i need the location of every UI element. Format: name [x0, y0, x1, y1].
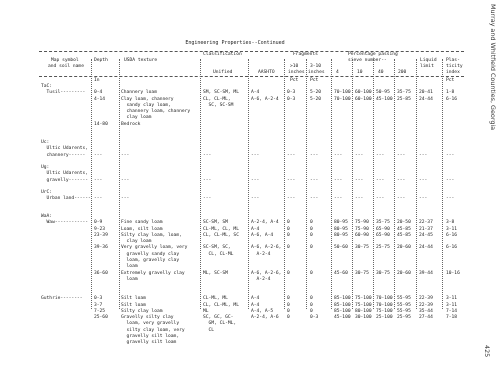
- cell-ll: ---: [419, 177, 428, 183]
- cell-map: UrC: Urban land------: [41, 190, 91, 202]
- header-rule-top: [39, 51, 464, 52]
- cell-ll: 20-41 24-44: [419, 90, 433, 102]
- cell-p40: 50-95 45-100: [376, 90, 393, 102]
- cell-p4: ---: [334, 196, 343, 202]
- table-row: [0, 214, 470, 282]
- cell-ll: 22-39 22-39 35-44 27-44: [419, 296, 433, 321]
- unit-in: In: [94, 78, 100, 83]
- cell-f2: 0 0 0 0 0: [310, 220, 313, 276]
- cell-f1: 0 0 0 0 0: [287, 220, 290, 276]
- cell-depth: ---: [94, 177, 103, 183]
- cell-aashto: ---: [251, 196, 260, 202]
- table-row: [0, 84, 470, 127]
- hdr-frag-gt10: >10: [290, 64, 299, 69]
- hdr-plas: Plas-: [446, 58, 460, 63]
- cell-p40: 70-100 70-100 75-100 25-100: [376, 296, 393, 321]
- cell-depth: ---: [94, 152, 103, 158]
- cell-f1: ---: [287, 177, 296, 183]
- hdr-inches-2: inches: [308, 70, 325, 75]
- cell-p200: ---: [397, 177, 406, 183]
- cell-p40: ---: [376, 177, 385, 183]
- cell-f2: ---: [310, 177, 319, 183]
- cell-p200: 35-75 25-85: [397, 90, 411, 102]
- hdr-fragments: Fragments: [293, 52, 318, 57]
- cell-p10: 75-100 75-100 80-100 30-100: [355, 296, 372, 321]
- cell-depth: 0-9 9-23 23-39 39-36 36-60: [94, 220, 108, 276]
- hdr-sieve-number: sieve number--: [348, 58, 387, 63]
- cell-aashto: ---: [251, 152, 260, 158]
- hdr-soil-name: and soil name: [48, 64, 84, 69]
- cell-unified: SC-SM, SM CL-ML, CL, ML CL, CL-ML, SC SC-SM, SC, CL, CL-ML ML, SC-SM: [203, 220, 239, 276]
- cell-unified: ---: [203, 177, 212, 183]
- cell-map: Uc: Ultic Udarents, channery------: [41, 140, 89, 158]
- cell-f1: ---: [287, 152, 296, 158]
- cell-depth: ---: [94, 196, 103, 202]
- cell-unified: SM, SC-SM, ML CL, CL-ML, SC, SC-SM: [203, 90, 239, 108]
- cell-usda: Channery loam Clay loam, channery sandy clay loam, channery loam, channery clay loam Bedrock: [121, 90, 191, 127]
- page-number: 425: [483, 345, 491, 358]
- cell-p4: 80-95 80-95 80-95 50-60 45-60: [334, 220, 348, 276]
- cell-p200: ---: [397, 196, 406, 202]
- header-rule-bottom: [39, 76, 464, 77]
- cell-f1: 0-3 0-3: [287, 90, 296, 102]
- hdr-aashto: AASHTO: [258, 70, 275, 75]
- hdr-sieve-10: 10: [357, 70, 363, 75]
- cell-depth: 0-3 3-7 7-25 25-60: [94, 296, 108, 321]
- unit-pct-3: Pct: [446, 78, 455, 83]
- hdr-index: index: [446, 70, 460, 75]
- running-header: Murray and Whitfield Counties, Georgia: [489, 4, 497, 131]
- hdr-classification: Classification: [203, 52, 242, 57]
- cell-p10: ---: [355, 177, 364, 183]
- cell-p10: 75-90 75-90 60-90 30-75 30-75: [355, 220, 369, 276]
- cell-p10: ---: [355, 152, 364, 158]
- cell-f1: ---: [287, 196, 296, 202]
- cell-unified: ---: [203, 152, 212, 158]
- cell-usda: Fine sandy loam Loam, silt loam Silty clay loam, loam, clay loam Very gravelly loam, very gravelly sandy clay loam, gravelly clay loam Extremely gravelly clay loam: [121, 220, 188, 282]
- hdr-frag-3-10: 3-10: [310, 64, 322, 69]
- cell-f1: 0 0 0 0: [287, 296, 290, 321]
- cell-pi: 1-8 6-16: [446, 90, 458, 102]
- cell-map: Ug: Ultic Udarents, gravelly-------: [41, 165, 89, 183]
- cell-p10: ---: [355, 196, 364, 202]
- cell-map: Guthrie--------: [41, 296, 83, 302]
- cell-pi: ---: [446, 152, 455, 158]
- cell-f2: ---: [310, 196, 319, 202]
- hdr-sieve-40: 40: [378, 70, 384, 75]
- hdr-usda-texture: USDA texture: [124, 58, 158, 63]
- hdr-map-symbol: Map symbol: [51, 58, 79, 63]
- cell-p40: ---: [376, 196, 385, 202]
- hdr-unified: Unified: [213, 70, 233, 75]
- cell-p200: 55-95 55-95 55-95 25-95: [397, 296, 411, 321]
- cell-unified: ---: [203, 196, 212, 202]
- cell-usda: ---: [121, 196, 130, 202]
- cell-aashto: A-4 A-6, A-2-4: [251, 90, 279, 102]
- cell-aashto: ---: [251, 177, 260, 183]
- unit-pct-1: Pct: [290, 78, 299, 83]
- hdr-depth: Depth: [94, 58, 108, 63]
- cell-p4: 85-100 85-100 85-100 45-100: [334, 296, 351, 321]
- cell-p4: 70-100 70-100: [334, 90, 351, 102]
- hdr-percentage-passing: Percentage passing: [348, 52, 398, 57]
- hdr-ticity: ticity: [446, 64, 463, 69]
- cell-usda: Silt loam Silt loam Silty clay loam Gravelly silty clay loam, very gravelly silty clay loam, very gravelly silt loam, gravelly silt loam: [121, 296, 185, 346]
- unit-pct-2: Pct: [310, 78, 319, 83]
- cell-p200: 20-50 45-85 45-85 20-60 20-60: [397, 220, 411, 276]
- hdr-limit: limit: [420, 64, 434, 69]
- hdr-sieve-4: 4: [336, 70, 339, 75]
- cell-usda: ---: [121, 177, 130, 183]
- cell-aashto: A-2-4, A-4 A-4 A-6, A-4 A-6, A-2-6, A-2-4 A-6, A-2-6, A-2-4: [251, 220, 282, 282]
- cell-pi: ---: [446, 177, 455, 183]
- cell-p200: ---: [397, 152, 406, 158]
- cell-usda: ---: [121, 152, 130, 158]
- cell-p40: ---: [376, 152, 385, 158]
- cell-ll: ---: [419, 196, 428, 202]
- cell-pi: 3-8 3-11 6-16 6-16 10-16: [446, 220, 460, 276]
- cell-map: TaC: Tusil---------: [41, 84, 86, 96]
- cell-unified: CL-ML, ML CL, CL-ML, ML ML SC, GC, GC- GM, CL-ML, CL: [203, 296, 239, 333]
- hdr-sieve-200: 200: [398, 70, 407, 75]
- cell-p4: ---: [334, 152, 343, 158]
- cell-ll: 22-37 21-37 24-45 24-44 39-44: [419, 220, 433, 276]
- cell-pi: ---: [446, 196, 455, 202]
- cell-pi: 3-11 3-11 7-14 7-18: [446, 296, 458, 321]
- cell-f2: 5-20 5-20: [310, 90, 322, 102]
- cell-p4: ---: [334, 177, 343, 183]
- cell-p10: 60-100 60-100: [355, 90, 372, 102]
- cell-f2: 0 0 0 0-3: [310, 296, 319, 321]
- cell-depth: 0-4 4-14 14-80: [94, 90, 108, 127]
- cell-map: WaA: Waw------------: [41, 214, 89, 226]
- cell-f2: ---: [310, 152, 319, 158]
- cell-p40: 35-75 65-90 65-90 25-75 30-75: [376, 220, 390, 276]
- hdr-liquid: Liquid: [420, 58, 437, 63]
- cell-ll: ---: [419, 152, 428, 158]
- cell-aashto: A-4 A-4 A-4, A-5 A-2-4, A-6: [251, 296, 279, 321]
- page-title: Engineering Properties--Continued: [185, 40, 285, 46]
- hdr-inches-1: inches: [288, 70, 305, 75]
- table-row: [0, 290, 470, 346]
